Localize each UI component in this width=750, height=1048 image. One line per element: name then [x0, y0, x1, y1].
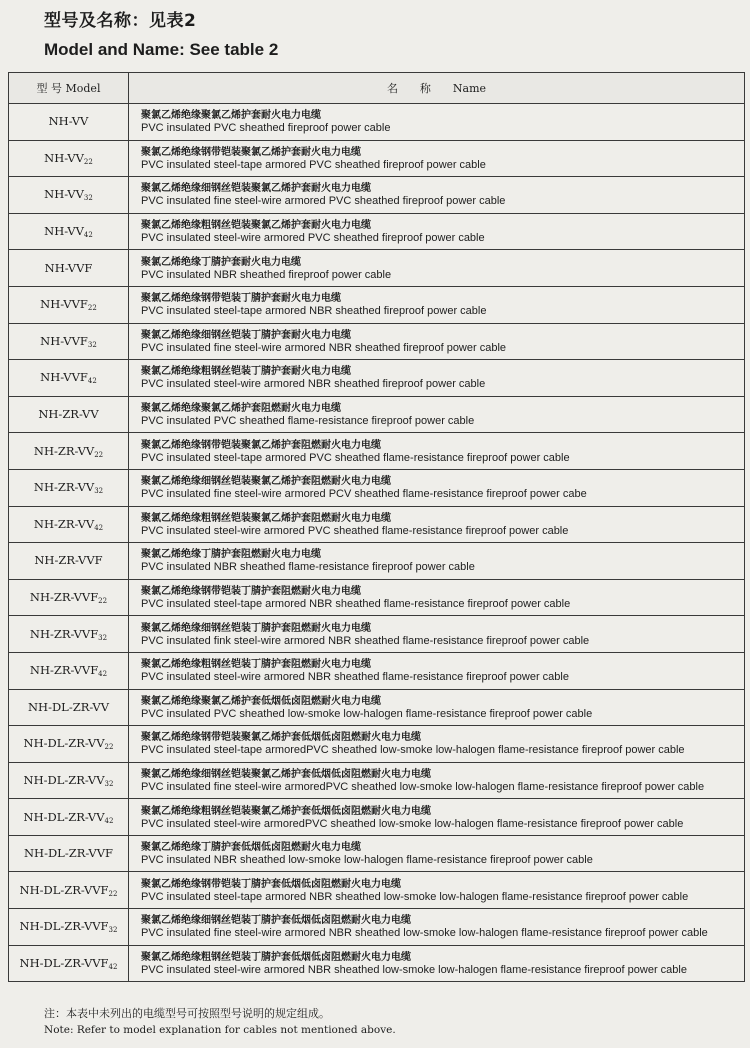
table-row — [9, 945, 745, 982]
name-cell — [129, 616, 745, 653]
model-code: NH-DL-ZR-VVF — [19, 955, 109, 970]
table-row — [9, 104, 745, 141]
model-code: NH-ZR-VVF — [29, 626, 99, 641]
name-en: PVC insulated steel-tape armored PVC sheathed fireproof power cable — [141, 158, 486, 171]
model-cell — [9, 689, 129, 726]
model-cell — [9, 469, 129, 506]
header-name: 名 称 Name — [129, 73, 745, 104]
table-row — [9, 286, 745, 323]
model-cell — [9, 945, 129, 982]
model-cell — [9, 104, 129, 141]
table-row — [9, 360, 745, 397]
name-zh: 聚氯乙烯绝缘粗钢丝铠装聚氯乙烯护套耐火电力电缆 — [141, 220, 371, 232]
name-cell — [129, 945, 745, 982]
name-en: PVC insulated steel-wire armored NBR sheathed fireproof power cable — [141, 378, 486, 391]
model-code: NH-DL-ZR-VV — [23, 736, 105, 751]
model-cell — [9, 543, 129, 580]
name-en: PVC insulated steel-tape armoredPVC sheathed low-smoke low-halogen flame-resistance fireproof power cable — [141, 744, 685, 757]
model-subscript: 42 — [87, 377, 97, 386]
name-en: PVC insulated steel-tape armored NBR sheathed flame-resistance fireproof power cable — [141, 598, 571, 611]
name-en: PVC insulated steel-tape armored NBR sheathed fireproof power cable — [141, 305, 487, 318]
table-row — [9, 835, 745, 872]
table-row — [9, 506, 745, 543]
table-row — [9, 579, 745, 616]
name-en: PVC insulated NBR sheathed fireproof power cable — [141, 268, 392, 281]
name-cell — [129, 469, 745, 506]
name-cell — [129, 360, 745, 397]
model-cell — [9, 433, 129, 470]
model-cell — [9, 360, 129, 397]
table-row — [9, 652, 745, 689]
table-header-row — [9, 73, 745, 104]
model-code: NH-DL-ZR-VV — [23, 772, 105, 787]
model-code: NH-VV — [44, 150, 84, 165]
model-cell — [9, 250, 129, 287]
model-code: NH-VVF — [44, 260, 93, 275]
name-en: PVC insulated fine steel-wire armoredPVC sheathed low-smoke low-halogen flame-resistance fireproof power cable — [141, 780, 705, 793]
model-subscript: 32 — [83, 194, 93, 203]
name-cell — [129, 689, 745, 726]
name-zh: 聚氯乙烯绝缘粗钢丝铠装聚氯乙烯护套低烟低卤阻燃耐火电力电缆 — [141, 805, 431, 817]
model-code: NH-ZR-VV — [33, 443, 95, 458]
table-row — [9, 433, 745, 470]
model-subscript: 42 — [83, 231, 93, 240]
model-code: NH-ZR-VV — [33, 480, 95, 495]
name-cell — [129, 543, 745, 580]
name-zh: 聚氯乙烯绝缘钢带铠装丁腈护套阻燃耐火电力电缆 — [141, 586, 361, 598]
model-subscript: 22 — [87, 304, 97, 313]
name-zh: 聚氯乙烯绝缘细钢丝铠装聚氯乙烯护套低烟低卤阻燃耐火电力电缆 — [141, 768, 431, 780]
model-cell — [9, 140, 129, 177]
table-row — [9, 762, 745, 799]
page-title-zh: 型号及名称：见表2 — [44, 11, 197, 31]
table-row — [9, 799, 745, 836]
table-row — [9, 726, 745, 763]
name-cell — [129, 396, 745, 433]
name-zh: 聚氯乙烯绝缘粗钢丝铠装丁腈护套阻燃耐火电力电缆 — [141, 659, 371, 671]
name-cell — [129, 286, 745, 323]
model-subscript: 42 — [108, 962, 118, 971]
model-subscript: 22 — [98, 597, 108, 606]
model-subscript: 32 — [94, 487, 104, 496]
model-code: NH-ZR-VVF — [29, 663, 99, 678]
name-en: PVC insulated steel-wire armored PVC sheathed flame-resistance fireproof power cable — [141, 524, 569, 537]
name-cell — [129, 835, 745, 872]
name-cell — [129, 433, 745, 470]
name-zh: 聚氯乙烯绝缘粗钢丝铠装丁腈护套耐火电力电缆 — [141, 366, 351, 378]
model-cell — [9, 213, 129, 250]
model-cell — [9, 762, 129, 799]
name-zh: 聚氯乙烯绝缘钢带铠装聚氯乙烯护套阻燃耐火电力电缆 — [141, 439, 381, 451]
model-subscript: 32 — [104, 779, 114, 788]
name-en: PVC insulated steel-wire armored NBR sheathed low-smoke low-halogen flame-resistance fireproof power cable — [141, 963, 687, 976]
model-cell — [9, 835, 129, 872]
name-zh: 聚氯乙烯绝缘聚氯乙烯护套阻燃耐火电力电缆 — [141, 403, 341, 415]
name-zh: 聚氯乙烯绝缘丁腈护套阻燃耐火电力电缆 — [141, 549, 321, 561]
table-row — [9, 140, 745, 177]
model-cell — [9, 579, 129, 616]
table-row — [9, 616, 745, 653]
model-code: NH-DL-ZR-VVF — [23, 846, 113, 861]
model-subscript: 32 — [108, 926, 118, 935]
table-row — [9, 177, 745, 214]
model-subscript: 42 — [94, 523, 104, 532]
name-cell — [129, 104, 745, 141]
name-cell — [129, 726, 745, 763]
name-cell — [129, 909, 745, 946]
model-code: NH-VV — [48, 114, 89, 129]
name-en: PVC insulated steel-wire armored PVC sheathed fireproof power cable — [141, 232, 485, 245]
name-en: PVC insulated fink steel-wire armored NBR sheathed flame-resistance fireproof power cable — [141, 634, 590, 647]
name-en: PVC insulated PVC sheathed low-smoke low-halogen flame-resistance fireproof power cable — [141, 707, 593, 720]
name-en: PVC insulated fine steel-wire armored NBR sheathed low-smoke low-halogen flame-resistance fireproof power cable — [141, 927, 708, 940]
name-en: PVC insulated PVC sheathed fireproof power cable — [141, 122, 391, 135]
name-en: PVC insulated fine steel-wire armored NBR sheathed fireproof power cable — [141, 341, 507, 354]
model-subscript: 22 — [108, 889, 118, 898]
model-cell — [9, 726, 129, 763]
model-code: NH-ZR-VVF — [34, 553, 103, 568]
model-code: NH-VV — [44, 224, 84, 239]
name-cell — [129, 872, 745, 909]
name-cell — [129, 250, 745, 287]
name-cell — [129, 213, 745, 250]
name-cell — [129, 506, 745, 543]
model-code: NH-DL-ZR-VV — [27, 699, 110, 714]
name-en: PVC insulated fine steel-wire armored PCV sheathed flame-resistance fireproof power cabe — [141, 488, 587, 501]
table-row — [9, 872, 745, 909]
model-cell — [9, 616, 129, 653]
name-en: PVC insulated steel-tape armored PVC sheathed flame-resistance fireproof power cable — [141, 451, 570, 464]
table-row — [9, 469, 745, 506]
model-subscript: 42 — [98, 670, 108, 679]
model-cell — [9, 177, 129, 214]
name-zh: 聚氯乙烯绝缘聚氯乙烯护套耐火电力电缆 — [141, 110, 321, 122]
name-zh: 聚氯乙烯绝缘丁腈护套低烟低卤阻燃耐火电力电缆 — [141, 842, 361, 854]
name-en: PVC insulated steel-wire armoredPVC sheathed low-smoke low-halogen flame-resistance fireproof power cable — [141, 817, 684, 830]
model-cell — [9, 872, 129, 909]
page-title-en: Model and Name: See table 2 — [44, 40, 279, 59]
model-cell — [9, 506, 129, 543]
table-row — [9, 909, 745, 946]
model-code: NH-VVF — [40, 297, 88, 312]
table-row — [9, 213, 745, 250]
model-subscript: 42 — [104, 816, 114, 825]
name-cell — [129, 652, 745, 689]
name-zh: 聚氯乙烯绝缘粗钢丝铠装聚氯乙烯护套阻燃耐火电力电缆 — [141, 512, 391, 524]
name-cell — [129, 323, 745, 360]
model-subscript: 22 — [83, 157, 93, 166]
name-cell — [129, 177, 745, 214]
model-code: NH-ZR-VV — [33, 516, 95, 531]
name-zh: 聚氯乙烯绝缘粗钢丝铠装丁腈护套低烟低卤阻燃耐火电力电缆 — [141, 951, 411, 963]
name-en: PVC insulated NBR sheathed low-smoke low-halogen flame-resistance fireproof power cable — [141, 854, 593, 867]
name-cell — [129, 579, 745, 616]
footnote — [44, 1006, 396, 1038]
name-zh: 聚氯乙烯绝缘细钢丝铠装聚氯乙烯护套阻燃耐火电力电缆 — [141, 476, 391, 488]
model-cell — [9, 323, 129, 360]
footnote-en: Note: Refer to model explanation for cables not mentioned above. — [44, 1024, 396, 1036]
model-subscript: 22 — [94, 450, 104, 459]
model-code: NH-ZR-VV — [38, 407, 99, 422]
name-cell — [129, 799, 745, 836]
name-en: PVC insulated NBR sheathed flame-resistance fireproof power cable — [141, 561, 475, 574]
name-zh: 聚氯乙烯绝缘钢带铠装聚氯乙烯护套低烟低卤阻燃耐火电力电缆 — [141, 732, 421, 744]
model-code: NH-VVF — [40, 333, 88, 348]
name-en: PVC insulated fine steel-wire armored PVC sheathed fireproof power cable — [141, 195, 506, 208]
model-cell — [9, 396, 129, 433]
name-zh: 聚氯乙烯绝缘细钢丝铠装丁腈护套低烟低卤阻燃耐火电力电缆 — [141, 915, 411, 927]
name-zh: 聚氯乙烯绝缘丁腈护套耐火电力电缆 — [141, 256, 301, 268]
footnote-zh: 注：本表中未列出的电缆型号可按照型号说明的规定组成。 — [44, 1007, 330, 1020]
name-zh: 聚氯乙烯绝缘钢带铠装丁腈护套低烟低卤阻燃耐火电力电缆 — [141, 878, 401, 890]
model-code: NH-VV — [44, 187, 84, 202]
name-cell — [129, 762, 745, 799]
model-name-table — [8, 72, 745, 982]
name-cell — [129, 140, 745, 177]
table-body — [9, 104, 745, 982]
model-subscript: 32 — [87, 340, 97, 349]
name-zh: 聚氯乙烯绝缘细钢丝铠装丁腈护套耐火电力电缆 — [141, 329, 351, 341]
model-code: NH-DL-ZR-VVF — [19, 882, 109, 897]
model-cell — [9, 909, 129, 946]
model-code: NH-VVF — [40, 370, 88, 385]
model-cell — [9, 799, 129, 836]
table-row — [9, 396, 745, 433]
model-code: NH-DL-ZR-VV — [23, 809, 105, 824]
name-zh: 聚氯乙烯绝缘细钢丝铠装聚氯乙烯护套耐火电力电缆 — [141, 183, 371, 195]
table-row — [9, 323, 745, 360]
table-row — [9, 250, 745, 287]
model-subscript: 22 — [104, 743, 114, 752]
model-cell — [9, 652, 129, 689]
name-zh: 聚氯乙烯绝缘聚氯乙烯护套低烟低卤阻燃耐火电力电缆 — [141, 695, 381, 707]
model-subscript: 32 — [98, 633, 108, 642]
header-model: 型 号 Model — [9, 73, 129, 104]
name-zh: 聚氯乙烯绝缘钢带铠装丁腈护套耐火电力电缆 — [141, 293, 341, 305]
name-zh: 聚氯乙烯绝缘细钢丝铠装丁腈护套阻燃耐火电力电缆 — [141, 622, 371, 634]
name-en: PVC insulated PVC sheathed flame-resistance fireproof power cable — [141, 415, 475, 428]
model-code: NH-DL-ZR-VVF — [19, 919, 109, 934]
name-zh: 聚氯乙烯绝缘钢带铠装聚氯乙烯护套耐火电力电缆 — [141, 146, 361, 158]
model-cell — [9, 286, 129, 323]
name-en: PVC insulated steel-tape armored NBR sheathed low-smoke low-halogen flame-resistance fireproof power cable — [141, 890, 689, 903]
model-code: NH-ZR-VVF — [29, 590, 99, 605]
table-row — [9, 543, 745, 580]
table-row — [9, 689, 745, 726]
name-en: PVC insulated steel-wire armored NBR sheathed flame-resistance fireproof power cable — [141, 671, 569, 684]
